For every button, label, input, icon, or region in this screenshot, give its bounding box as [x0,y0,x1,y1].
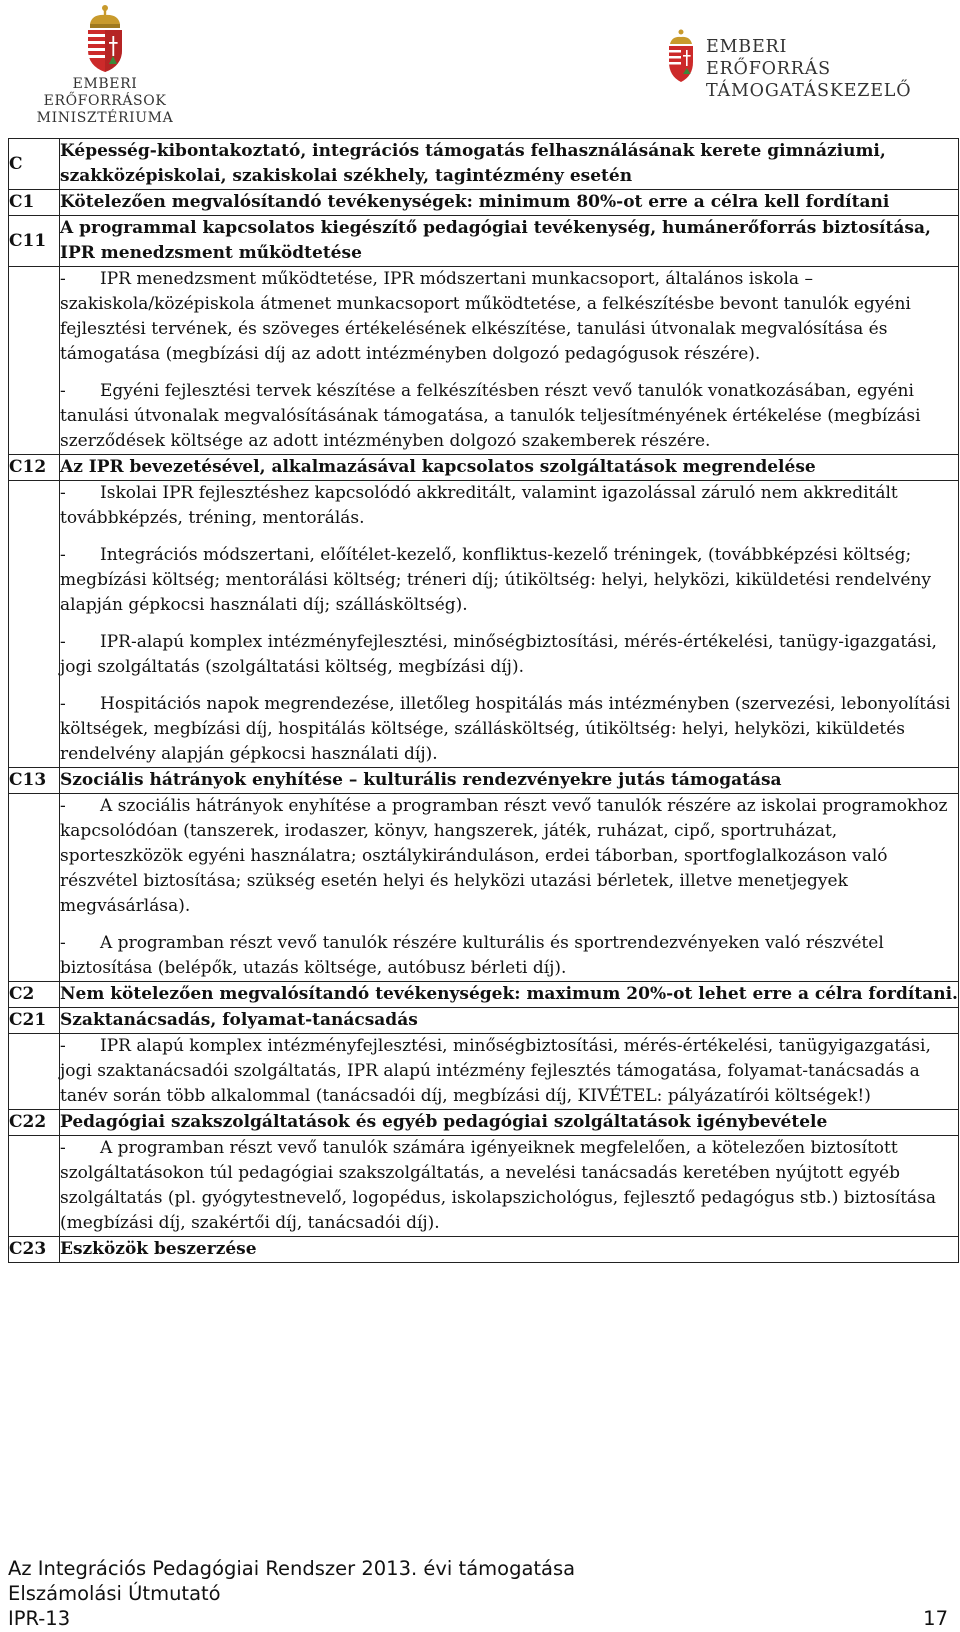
expense-item [60,630,958,680]
category-heading-row [9,982,959,1008]
expense-item-text: Integrációs módszertani, előítélet-kezelő, konfliktus-kezelő tréningek, (továbbképzési költség; megbízási költség; mentorálási költség; tréneri díj; útiköltség: helyi, helyközi, kiküldetési rendelvény alapján gépkocsi használati díj; szállásköltség). [60,545,932,615]
page-footer [8,1556,948,1631]
expense-item-text: Hospitációs napok megrendezése, illetőleg hospitálás más intézményben (szervezési, lebonyolítási költségek, megbízási díj, hospitálás költsége, szállásköltség, útiköltség: helyi, helyközi, kiküldetés rendelvény alapján gépkocsi használati díj). [60,694,951,764]
category-code-cell [9,768,60,794]
expense-item-text: A programban részt vevő tanulók részére kulturális és sportrendezvényeken való részvétel biztosítása (belépők, utazás költsége, autóbusz bérleti díj). [60,933,884,978]
bullet-dash: - [60,933,66,953]
category-code-cell [9,139,60,190]
category-heading: Nem kötelezően megvalósítandó tevékenységek: maximum 20%-ot lehet erre a célra fordítani. [60,982,959,1008]
category-description [60,1136,959,1237]
category-code-cell [9,1008,60,1034]
expense-item [60,931,958,981]
category-code-cell [9,455,60,481]
bullet-dash: - [60,632,66,652]
category-heading-row [9,1008,959,1034]
category-heading-row [9,139,959,190]
expense-item-text: Iskolai IPR fejlesztéshez kapcsolódó akkreditált, valamint igazolással záruló nem akkreditált továbbképzés, tréning, mentorálás. [60,483,898,528]
category-description [60,1034,959,1110]
expense-item [60,692,958,767]
category-heading: Eszközök beszerzése [60,1237,959,1263]
category-detail-row [9,1034,959,1110]
category-code-cell [9,481,60,768]
page-number: 17 [923,1607,948,1630]
category-code-cell [9,1136,60,1237]
category-heading-row [9,1237,959,1263]
category-code-cell [9,267,60,455]
category-heading: Szaktanácsadás, folyamat-tanácsadás [60,1008,959,1034]
category-code-cell [9,982,60,1008]
category-code-cell [9,794,60,982]
expense-item [60,794,958,919]
emet-logo-text: EMBERI ERŐFORRÁS TÁMOGATÁSKEZELŐ [706,37,912,101]
bullet-dash: - [60,796,66,816]
expense-item [60,379,958,454]
expense-item-text: IPR-alapú komplex intézményfejlesztési, minőségbiztosítási, mérés-értékelési, tanügy-igazgatási, jogi szolgáltatás (szolgáltatási költség, megbízási díj). [60,632,937,677]
category-code: C [9,153,23,174]
bullet-dash: - [60,1138,66,1158]
bullet-dash: - [60,483,66,503]
footer-doc-id: IPR-13 [8,1607,71,1630]
category-code-cell [9,1034,60,1110]
expense-item [60,1034,958,1109]
expense-item-text: IPR menedzsment működtetése, IPR módszertani munkacsoport, általános iskola – szakiskola/középiskola átmenet munkacsoport működtetése, a felkészítésbe bevont tanulók egyéni fejlesztési tervének, és szöveges értékelésének elkészítése, tanulási útvonalak megvalósítása és támogatása (megbízási díj az adott intézményben dolgozó pedagógusok részére). [60,269,911,364]
category-detail-row [9,1136,959,1237]
category-code: C11 [9,230,47,251]
category-heading-row [9,768,959,794]
category-code-cell [9,216,60,267]
footer-title: Az Integrációs Pedagógiai Rendszer 2013. évi támogatása [8,1557,576,1580]
category-code: C21 [9,1010,47,1030]
category-detail-row [9,267,959,455]
category-heading-row [9,455,959,481]
category-heading-row [9,190,959,216]
category-code: C12 [9,457,47,477]
expense-item [60,481,958,531]
emet-logo [666,28,936,101]
bullet-dash: - [60,269,66,289]
category-code: C2 [9,984,35,1004]
category-code-cell [9,190,60,216]
category-detail-row [9,794,959,982]
expense-item [60,543,958,618]
footer-subtitle: Elszámolási Útmutató [8,1582,221,1605]
category-description [60,794,959,982]
category-heading: Képesség-kibontakoztató, integrációs támogatás felhasználásának kerete gimnáziumi, szakközépiskolai, szakiskolai székhely, tagintézmény esetén [60,139,959,190]
bullet-dash: - [60,381,66,401]
category-code: C23 [9,1239,47,1259]
category-heading-row [9,1110,959,1136]
expense-item-text: IPR alapú komplex intézményfejlesztési, minőségbiztosítási, mérés-értékelési, tanügyigazgatási, jogi szaktanácsadói szolgáltatás, IPR alapú intézmény fejlesztés támogatása, folyamat-tanácsadás a tanév során több alkalommal (tanácsadói díj, megbízási díj, KIVÉTEL: pályázatírói költségek!) [60,1036,931,1106]
page-header [0,0,960,126]
expense-item-text: A szociális hátrányok enyhítése a programban részt vevő tanulók részére az iskolai programokhoz kapcsolódóan (tanszerek, irodaszer, könyv, hangszerek, játék, ruházat, cipő, sportruházat, sporteszközök egyéni használatra; osztálykiránduláson, erdei táborban, sportfoglalkozáson való részvétel biztosítása; szükség esetén helyi és helyközi utazási bérletek, illetve menetjegyek megvásárlása). [60,796,948,916]
emet-crest-icon [666,28,696,84]
emmi-logo-text: EMBERI ERŐFORRÁSOK MINISZTÉRIUMA [36,76,174,126]
expense-item [60,1136,958,1236]
bullet-dash: - [60,694,66,714]
category-heading: Szociális hátrányok enyhítése – kulturális rendezvényekre jutás támogatása [60,768,959,794]
category-code-cell [9,1237,60,1263]
category-description [60,267,959,455]
category-code-cell [9,1110,60,1136]
category-code: C13 [9,770,47,790]
hungarian-coat-of-arms-icon [82,2,128,74]
bullet-dash: - [60,545,66,565]
cost-category-table [8,138,959,1263]
expense-item [60,267,958,367]
category-heading: Pedagógiai szakszolgáltatások és egyéb pedagógiai szolgáltatások igénybevétele [60,1110,959,1136]
category-heading: Kötelezően megvalósítandó tevékenységek: minimum 80%-ot erre a célra kell fordítani [60,190,959,216]
expense-item-text: Egyéni fejlesztési tervek készítése a felkészítésben részt vevő tanulók vonatkozásában, egyéni tanulási útvonalak megvalósításának támogatása, a tanulók teljesítményének értékelése (megbízási szerződések költsége az adott intézményben dolgozó szakemberek részére. [60,381,921,451]
category-heading: Az IPR bevezetésével, alkalmazásával kapcsolatos szolgáltatások megrendelése [60,455,959,481]
category-code: C1 [9,192,35,212]
expense-item-text: A programban részt vevő tanulók számára igényeiknek megfelelően, a kötelezően biztosított szolgáltatásokon túl pedagógiai szakszolgáltatás, a nevelési tanácsadás keretében nyújtott egyéb szolgáltatás (pl. gyógytestnevelő, logopédus, iskolapszichológus, fejlesztő pedagógus stb.) biztosítása (megbízási díj, szakértői díj, tanácsadói díj). [60,1138,937,1233]
category-heading-row [9,216,959,267]
emmi-logo [20,2,190,126]
category-description [60,481,959,768]
category-detail-row [9,481,959,768]
category-code: C22 [9,1112,47,1132]
bullet-dash: - [60,1036,66,1056]
category-heading: A programmal kapcsolatos kiegészítő pedagógiai tevékenység, humánerőforrás biztosítása, IPR menedzsment működtetése [60,216,959,267]
